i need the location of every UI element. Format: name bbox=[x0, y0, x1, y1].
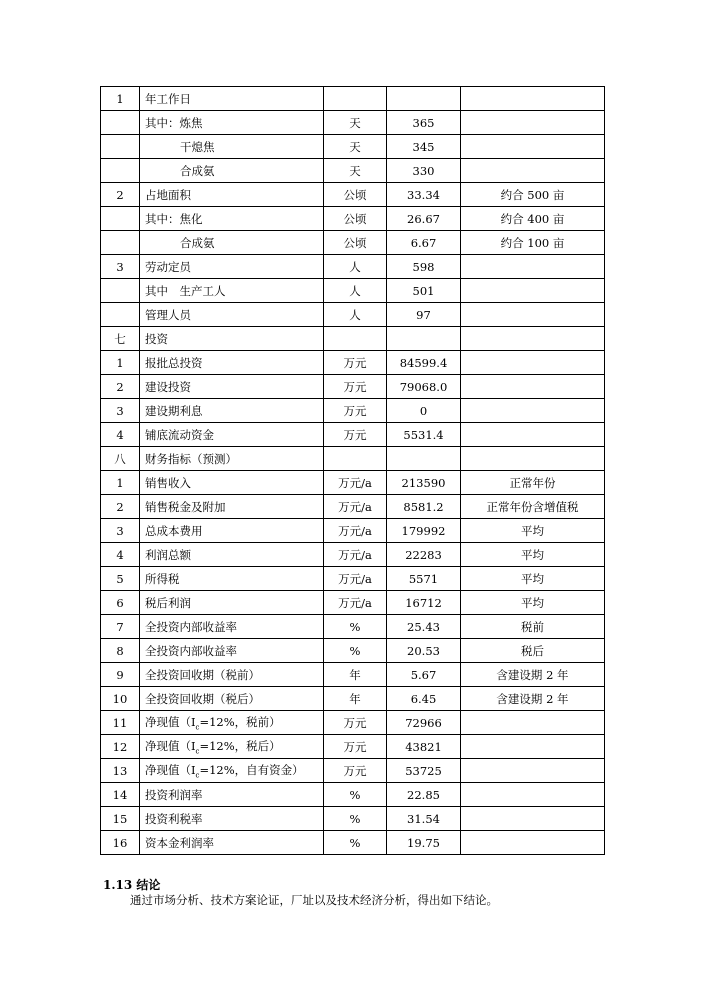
row-number-cell: 5 bbox=[101, 567, 140, 591]
remark-cell: 正常年份含增值税 bbox=[461, 495, 605, 519]
unit-cell: 公顷 bbox=[324, 183, 387, 207]
table-row bbox=[101, 519, 605, 543]
section-title: 结论 bbox=[136, 878, 161, 892]
item-name-cell: 全投资内部收益率 bbox=[140, 615, 324, 639]
unit-cell: % bbox=[324, 615, 387, 639]
value-cell: 5531.4 bbox=[387, 423, 461, 447]
unit-cell: 天 bbox=[324, 159, 387, 183]
item-name-cell bbox=[140, 759, 324, 783]
value-cell: 22283 bbox=[387, 543, 461, 567]
value-cell: 213590 bbox=[387, 471, 461, 495]
row-number-cell: 11 bbox=[101, 711, 140, 735]
row-number-cell bbox=[101, 207, 140, 231]
unit-cell bbox=[324, 327, 387, 351]
unit-cell: % bbox=[324, 831, 387, 855]
unit-cell: 人 bbox=[324, 279, 387, 303]
remark-cell bbox=[461, 711, 605, 735]
table-row bbox=[101, 447, 605, 471]
row-number-cell: 3 bbox=[101, 255, 140, 279]
item-name-cell: 全投资内部收益率 bbox=[140, 639, 324, 663]
remark-cell: 平均 bbox=[461, 567, 605, 591]
unit-cell: 人 bbox=[324, 255, 387, 279]
item-name-text: 净现值（ bbox=[145, 762, 191, 777]
remark-cell bbox=[461, 255, 605, 279]
table-row bbox=[101, 471, 605, 495]
item-name-cell: 年工作日 bbox=[140, 87, 324, 111]
value-cell: 72966 bbox=[387, 711, 461, 735]
value-cell: 330 bbox=[387, 159, 461, 183]
remark-cell bbox=[461, 111, 605, 135]
table-row bbox=[101, 159, 605, 183]
value-cell: 365 bbox=[387, 111, 461, 135]
unit-cell: 人 bbox=[324, 303, 387, 327]
remark-cell: 平均 bbox=[461, 591, 605, 615]
row-number-cell bbox=[101, 303, 140, 327]
table-row bbox=[101, 183, 605, 207]
item-name-cell: 其中：焦化 bbox=[140, 207, 324, 231]
conclusion-paragraph: 通过市场分析、技术方案论证，厂址以及技术经济分析，得出如下结论。 bbox=[130, 893, 498, 907]
item-name-text: 净现值（ bbox=[145, 714, 191, 729]
table-row bbox=[101, 87, 605, 111]
value-cell: 79068.0 bbox=[387, 375, 461, 399]
table-row bbox=[101, 135, 605, 159]
table-row bbox=[101, 399, 605, 423]
value-cell: 97 bbox=[387, 303, 461, 327]
row-number-cell: 2 bbox=[101, 375, 140, 399]
table-row bbox=[101, 783, 605, 807]
table-row bbox=[101, 639, 605, 663]
item-name-cell: 销售收入 bbox=[140, 471, 324, 495]
row-number-cell: 七 bbox=[101, 327, 140, 351]
value-cell: 25.43 bbox=[387, 615, 461, 639]
unit-cell: 万元 bbox=[324, 351, 387, 375]
row-number-cell bbox=[101, 135, 140, 159]
remark-cell bbox=[461, 831, 605, 855]
rate-subscript: c bbox=[195, 723, 200, 732]
indicators-table-body bbox=[101, 87, 605, 855]
row-number-cell: 16 bbox=[101, 831, 140, 855]
item-name-cell bbox=[140, 711, 324, 735]
remark-cell bbox=[461, 351, 605, 375]
unit-cell: 万元/a bbox=[324, 567, 387, 591]
unit-cell: 万元 bbox=[324, 759, 387, 783]
remark-cell: 平均 bbox=[461, 519, 605, 543]
table-row bbox=[101, 591, 605, 615]
value-cell bbox=[387, 327, 461, 351]
table-row bbox=[101, 807, 605, 831]
row-number-cell: 8 bbox=[101, 639, 140, 663]
table-row bbox=[101, 255, 605, 279]
item-name-cell: 投资 bbox=[140, 327, 324, 351]
indicators-table bbox=[100, 86, 605, 855]
row-number-cell: 13 bbox=[101, 759, 140, 783]
table-row bbox=[101, 759, 605, 783]
unit-cell bbox=[324, 87, 387, 111]
remark-cell: 约合 400 亩 bbox=[461, 207, 605, 231]
unit-cell: 年 bbox=[324, 663, 387, 687]
value-cell: 16712 bbox=[387, 591, 461, 615]
table-row bbox=[101, 279, 605, 303]
row-number-cell: 12 bbox=[101, 735, 140, 759]
value-cell: 33.34 bbox=[387, 183, 461, 207]
row-number-cell bbox=[101, 159, 140, 183]
unit-cell: 万元/a bbox=[324, 471, 387, 495]
remark-cell bbox=[461, 135, 605, 159]
rate-subscript: c bbox=[195, 747, 200, 756]
item-name-cell: 所得税 bbox=[140, 567, 324, 591]
remark-cell: 正常年份 bbox=[461, 471, 605, 495]
row-number-cell: 2 bbox=[101, 495, 140, 519]
row-number-cell: 15 bbox=[101, 807, 140, 831]
table-row bbox=[101, 303, 605, 327]
table-row bbox=[101, 495, 605, 519]
unit-cell: 天 bbox=[324, 111, 387, 135]
table-row bbox=[101, 711, 605, 735]
item-name-cell: 铺底流动资金 bbox=[140, 423, 324, 447]
remark-cell bbox=[461, 447, 605, 471]
row-number-cell: 3 bbox=[101, 399, 140, 423]
rate-symbol: I bbox=[191, 738, 196, 753]
value-cell: 179992 bbox=[387, 519, 461, 543]
item-name-cell: 建设投资 bbox=[140, 375, 324, 399]
row-number-cell: 4 bbox=[101, 423, 140, 447]
remark-cell bbox=[461, 327, 605, 351]
remark-cell: 约合 100 亩 bbox=[461, 231, 605, 255]
item-name-cell: 资本金利润率 bbox=[140, 831, 324, 855]
row-number-cell bbox=[101, 111, 140, 135]
table-row bbox=[101, 615, 605, 639]
item-name-cell: 销售税金及附加 bbox=[140, 495, 324, 519]
item-name-cell: 财务指标（预测） bbox=[140, 447, 324, 471]
row-number-cell bbox=[101, 231, 140, 255]
unit-cell: % bbox=[324, 639, 387, 663]
remark-cell: 约合 500 亩 bbox=[461, 183, 605, 207]
row-number-cell bbox=[101, 279, 140, 303]
remark-cell: 税后 bbox=[461, 639, 605, 663]
item-name-cell: 建设期利息 bbox=[140, 399, 324, 423]
item-name-cell: 干熄焦 bbox=[140, 135, 324, 159]
remark-cell bbox=[461, 375, 605, 399]
remark-cell bbox=[461, 279, 605, 303]
item-name-cell: 利润总额 bbox=[140, 543, 324, 567]
value-cell: 20.53 bbox=[387, 639, 461, 663]
remark-cell bbox=[461, 159, 605, 183]
value-cell bbox=[387, 447, 461, 471]
row-number-cell: 9 bbox=[101, 663, 140, 687]
rate-symbol: I bbox=[191, 714, 196, 729]
row-number-cell: 1 bbox=[101, 87, 140, 111]
row-number-cell: 八 bbox=[101, 447, 140, 471]
unit-cell: 年 bbox=[324, 687, 387, 711]
value-cell: 84599.4 bbox=[387, 351, 461, 375]
value-cell: 0 bbox=[387, 399, 461, 423]
value-cell: 26.67 bbox=[387, 207, 461, 231]
value-cell bbox=[387, 87, 461, 111]
item-name-cell: 其中 生产工人 bbox=[140, 279, 324, 303]
value-cell: 8581.2 bbox=[387, 495, 461, 519]
unit-cell: 公顷 bbox=[324, 207, 387, 231]
item-name-cell: 占地面积 bbox=[140, 183, 324, 207]
item-name-tail: =12%，税后） bbox=[199, 738, 281, 753]
remark-cell bbox=[461, 87, 605, 111]
item-name-cell: 投资利润率 bbox=[140, 783, 324, 807]
table-row bbox=[101, 735, 605, 759]
item-name-cell: 投资利税率 bbox=[140, 807, 324, 831]
row-number-cell: 14 bbox=[101, 783, 140, 807]
remark-cell bbox=[461, 423, 605, 447]
remark-cell: 平均 bbox=[461, 543, 605, 567]
value-cell: 6.45 bbox=[387, 687, 461, 711]
unit-cell: 万元 bbox=[324, 423, 387, 447]
item-name-cell: 税后利润 bbox=[140, 591, 324, 615]
row-number-cell: 3 bbox=[101, 519, 140, 543]
rate-symbol: I bbox=[191, 762, 196, 777]
unit-cell bbox=[324, 447, 387, 471]
remark-cell bbox=[461, 759, 605, 783]
item-name-tail: =12%，自有资金） bbox=[199, 762, 304, 777]
item-name-cell: 劳动定员 bbox=[140, 255, 324, 279]
item-name-cell: 总成本费用 bbox=[140, 519, 324, 543]
remark-cell bbox=[461, 735, 605, 759]
remark-cell bbox=[461, 807, 605, 831]
unit-cell: 万元/a bbox=[324, 543, 387, 567]
unit-cell: 万元 bbox=[324, 735, 387, 759]
item-name-cell: 管理人员 bbox=[140, 303, 324, 327]
row-number-cell: 1 bbox=[101, 351, 140, 375]
unit-cell: 万元/a bbox=[324, 495, 387, 519]
table-row bbox=[101, 351, 605, 375]
unit-cell: % bbox=[324, 783, 387, 807]
value-cell: 501 bbox=[387, 279, 461, 303]
item-name-cell: 合成氨 bbox=[140, 159, 324, 183]
remark-cell bbox=[461, 783, 605, 807]
unit-cell: 万元 bbox=[324, 711, 387, 735]
value-cell: 43821 bbox=[387, 735, 461, 759]
remark-cell bbox=[461, 303, 605, 327]
remark-cell: 含建设期 2 年 bbox=[461, 663, 605, 687]
item-name-cell: 全投资回收期（税后） bbox=[140, 687, 324, 711]
value-cell: 53725 bbox=[387, 759, 461, 783]
unit-cell: 万元/a bbox=[324, 519, 387, 543]
row-number-cell: 1 bbox=[101, 471, 140, 495]
value-cell: 598 bbox=[387, 255, 461, 279]
unit-cell: 万元/a bbox=[324, 591, 387, 615]
table-row bbox=[101, 111, 605, 135]
unit-cell: 天 bbox=[324, 135, 387, 159]
item-name-text: 净现值（ bbox=[145, 738, 191, 753]
item-name-cell: 报批总投资 bbox=[140, 351, 324, 375]
row-number-cell: 7 bbox=[101, 615, 140, 639]
table-row bbox=[101, 207, 605, 231]
value-cell: 19.75 bbox=[387, 831, 461, 855]
remark-cell bbox=[461, 399, 605, 423]
item-name-cell: 全投资回收期（税前） bbox=[140, 663, 324, 687]
table-row bbox=[101, 327, 605, 351]
table-row bbox=[101, 543, 605, 567]
section-heading bbox=[103, 876, 160, 893]
unit-cell: % bbox=[324, 807, 387, 831]
row-number-cell: 2 bbox=[101, 183, 140, 207]
table-row bbox=[101, 831, 605, 855]
section-number: 1.13 bbox=[103, 878, 133, 892]
value-cell: 6.67 bbox=[387, 231, 461, 255]
rate-subscript: c bbox=[195, 771, 200, 780]
table-row bbox=[101, 663, 605, 687]
item-name-tail: =12%，税前） bbox=[199, 714, 281, 729]
table-row bbox=[101, 231, 605, 255]
row-number-cell: 4 bbox=[101, 543, 140, 567]
remark-cell: 含建设期 2 年 bbox=[461, 687, 605, 711]
value-cell: 22.85 bbox=[387, 783, 461, 807]
table-row bbox=[101, 687, 605, 711]
value-cell: 345 bbox=[387, 135, 461, 159]
table-row bbox=[101, 567, 605, 591]
table-row bbox=[101, 375, 605, 399]
unit-cell: 万元 bbox=[324, 375, 387, 399]
table-row bbox=[101, 423, 605, 447]
unit-cell: 万元 bbox=[324, 399, 387, 423]
item-name-cell bbox=[140, 735, 324, 759]
value-cell: 5.67 bbox=[387, 663, 461, 687]
row-number-cell: 6 bbox=[101, 591, 140, 615]
value-cell: 31.54 bbox=[387, 807, 461, 831]
item-name-cell: 其中：炼焦 bbox=[140, 111, 324, 135]
remark-cell: 税前 bbox=[461, 615, 605, 639]
row-number-cell: 10 bbox=[101, 687, 140, 711]
value-cell: 5571 bbox=[387, 567, 461, 591]
unit-cell: 公顷 bbox=[324, 231, 387, 255]
item-name-cell: 合成氨 bbox=[140, 231, 324, 255]
